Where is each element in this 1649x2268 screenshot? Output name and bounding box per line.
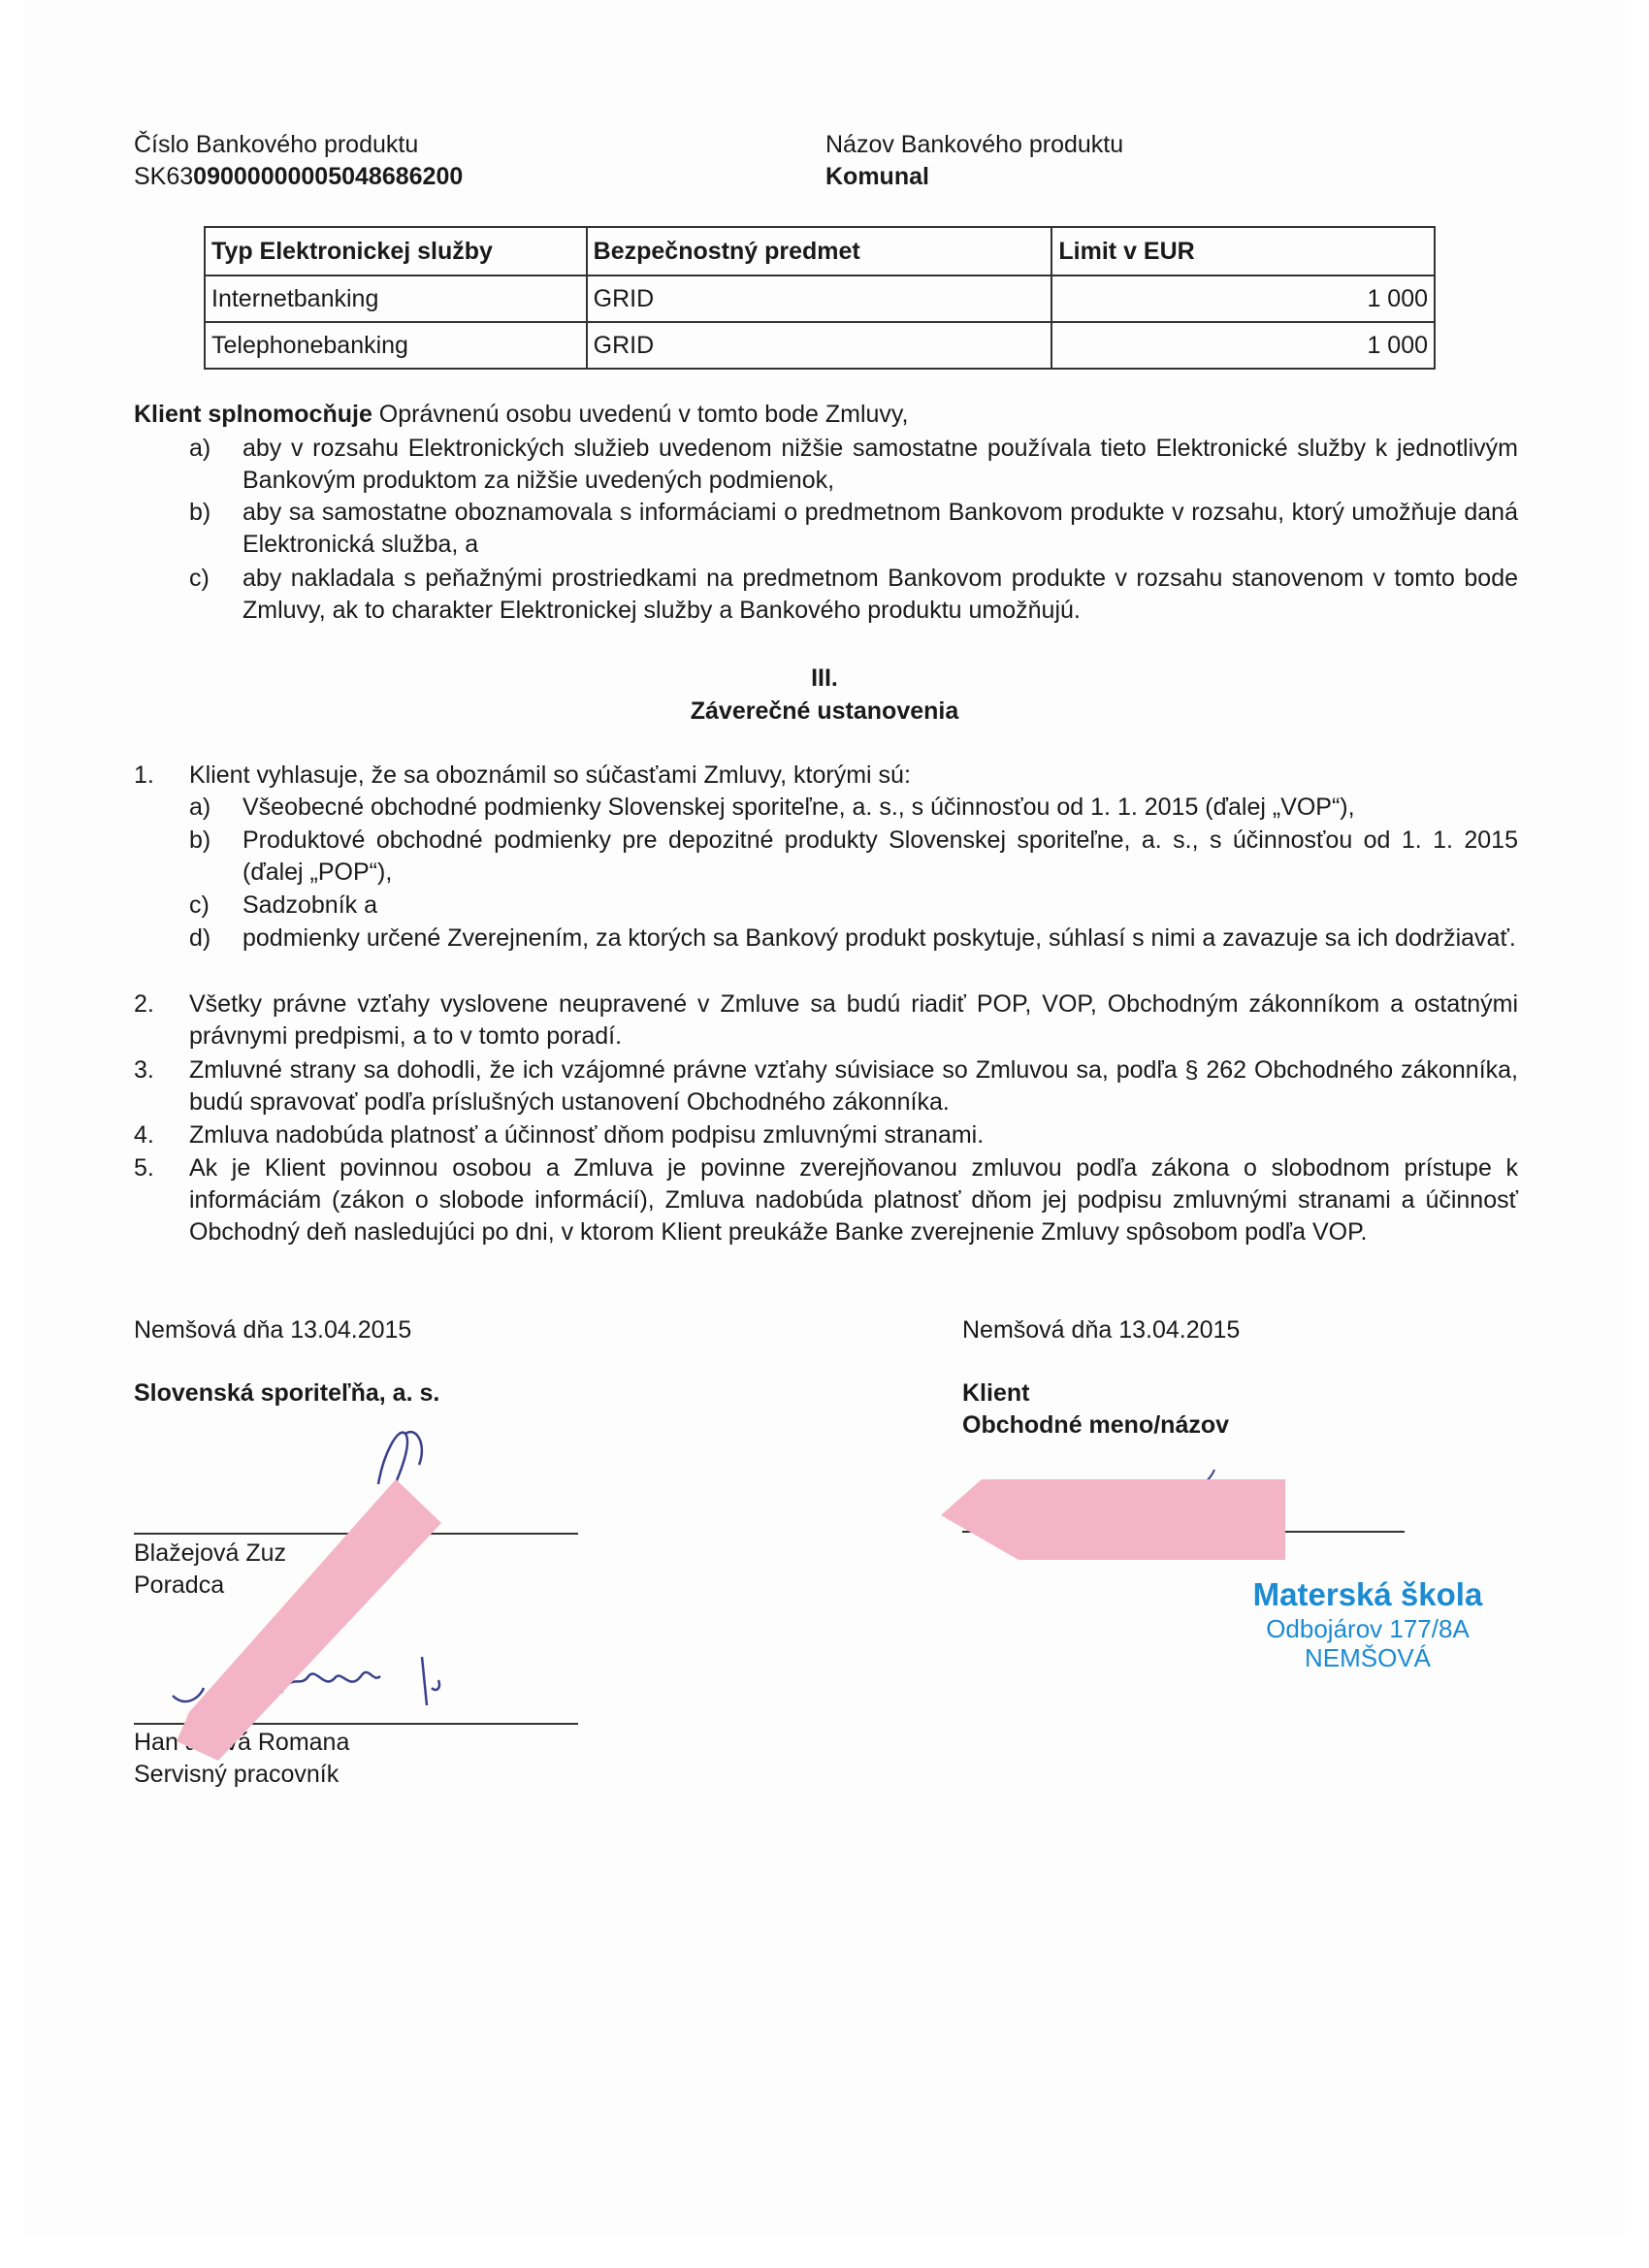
security-item-cell: GRID [587, 275, 1052, 322]
list-marker: c) [189, 565, 210, 592]
redaction-mark [941, 1479, 1285, 1560]
list-marker: b) [189, 826, 211, 854]
account-number-label: Číslo Bankového produktu [134, 131, 419, 158]
list-item-text: Sadzobník a [242, 891, 377, 919]
section-title: Záverečné ustanovenia [690, 697, 959, 725]
list-marker: d) [189, 924, 211, 952]
stamp-line-2: Odbojárov 177/8A [1266, 1614, 1470, 1643]
bank-place-date: Nemšová dňa 13.04.2015 [134, 1316, 412, 1344]
limit-cell: 1 000 [1051, 322, 1435, 369]
section-number: III. [811, 664, 838, 692]
list-item-text: aby sa samostatne oboznamovala s informáciami o predmetnom Bankovom produkte v rozsahu, ktorý umožňuje daná Elektronická služba, a [242, 499, 1518, 558]
list-marker: c) [189, 891, 210, 919]
provision-text: Zmluva nadobúda platnosť a účinnosť dňom podpisu zmluvnými stranami. [189, 1121, 985, 1149]
column-header: Typ Elektronickej služby [205, 227, 587, 275]
stamp-line-3: NEMŠOVÁ [1304, 1643, 1432, 1672]
product-name-label: Názov Bankového produktu [825, 131, 1124, 158]
list-item-text: Produktové obchodné podmienky pre depozitné produkty Slovenskej sporiteľne, a. s., s účinnosťou od 1. 1. 2015 (ďalej „POP“), [242, 826, 1518, 886]
service-type-cell: Telephonebanking [205, 322, 587, 369]
column-header: Limit v EUR [1051, 227, 1435, 275]
list-marker: 5. [134, 1154, 154, 1182]
redaction-mark [177, 1479, 441, 1761]
client-label: Klient [962, 1379, 1030, 1407]
account-number: SK6309000000005048686200 [134, 163, 464, 190]
product-name: Komunal [825, 163, 929, 190]
authorization-lead: Klient splnomocňuje Oprávnenú osobu uvedenú v tomto bode Zmluvy, [134, 401, 909, 428]
list-marker: a) [189, 435, 211, 462]
signer1-role: Poradca [134, 1571, 225, 1599]
client-place-date: Nemšová dňa 13.04.2015 [962, 1316, 1241, 1344]
limit-cell: 1 000 [1051, 275, 1435, 322]
list-marker: 1. [134, 761, 154, 789]
provision-text: Zmluvné strany sa dohodli, že ich vzájomné právne vzťahy súvisiace so Zmluvou sa, podľa § 262 Obchodného zákonníka, budú spravovať podľa príslušných ustanovení Obchodného zákonníka. [189, 1056, 1518, 1116]
security-item-cell: GRID [587, 322, 1052, 369]
list-marker: 4. [134, 1121, 154, 1149]
list-item-text: podmienky určené Zverejnením, za ktorých sa Bankový produkt poskytuje, súhlasí s nimi a zavazuje sa ich dodržiavať. [242, 924, 1516, 952]
signer1-name: Blažejová Zuz [134, 1539, 287, 1567]
client-name-label: Obchodné meno/názov [962, 1411, 1230, 1439]
provision-text: Všetky právne vzťahy vyslovene neupravené v Zmluve sa budú riadiť POP, VOP, Obchodným zákonníkom a ostatnými právnymi predpismi, a to v tomto poradí. [189, 990, 1518, 1050]
column-header: Bezpečnostný predmet [587, 227, 1052, 275]
stamp-line-1: Materská škola [1252, 1576, 1483, 1612]
bank-name: Slovenská sporiteľňa, a. s. [134, 1379, 440, 1407]
list-item-text: Všeobecné obchodné podmienky Slovenskej sporiteľne, a. s., s účinnosťou od 1. 1. 2015 (ďalej „VOP“), [242, 794, 1355, 821]
signer2-name: Han anová Romana [134, 1729, 350, 1756]
service-type-cell: Internetbanking [205, 275, 587, 322]
provision-text: Klient vyhlasuje, že sa oboznámil so súčasťami Zmluvy, ktorými sú: [189, 761, 911, 789]
list-item-text: aby nakladala s peňažnými prostriedkami na predmetnom Bankovom produkte v rozsahu stanovenom v tomto bode Zmluvy, ak to charakter Elektronickej služby a Bankového produktu umožňujú. [242, 565, 1518, 624]
list-marker: 2. [134, 990, 154, 1018]
list-item-text: aby v rozsahu Elektronických služieb uvedenom nižšie samostatne používala tieto Elektronické služby k jednotlivým Bankovým produktom za nižšie uvedených podmienok, [242, 435, 1518, 494]
bank-signature-1 [378, 1432, 422, 1489]
list-marker: 3. [134, 1056, 154, 1084]
list-marker: b) [189, 499, 211, 526]
signer2-role: Servisný pracovník [134, 1761, 340, 1788]
list-marker: a) [189, 794, 211, 821]
provision-text: Ak je Klient povinnou osobou a Zmluva je povinne zverejňovanou zmluvou podľa zákona o slobodnom prístupe k informáciám (zákon o slobode informácií), Zmluva nadobúda platnosť dňom jej podpisu zmluvnými stranami a účinnosť Obchodný deň nasledujúci po dni, v ktorom Klient preukáže Banke zverejnenie Zmluvy spôsobom podľa VOP. [189, 1154, 1518, 1246]
